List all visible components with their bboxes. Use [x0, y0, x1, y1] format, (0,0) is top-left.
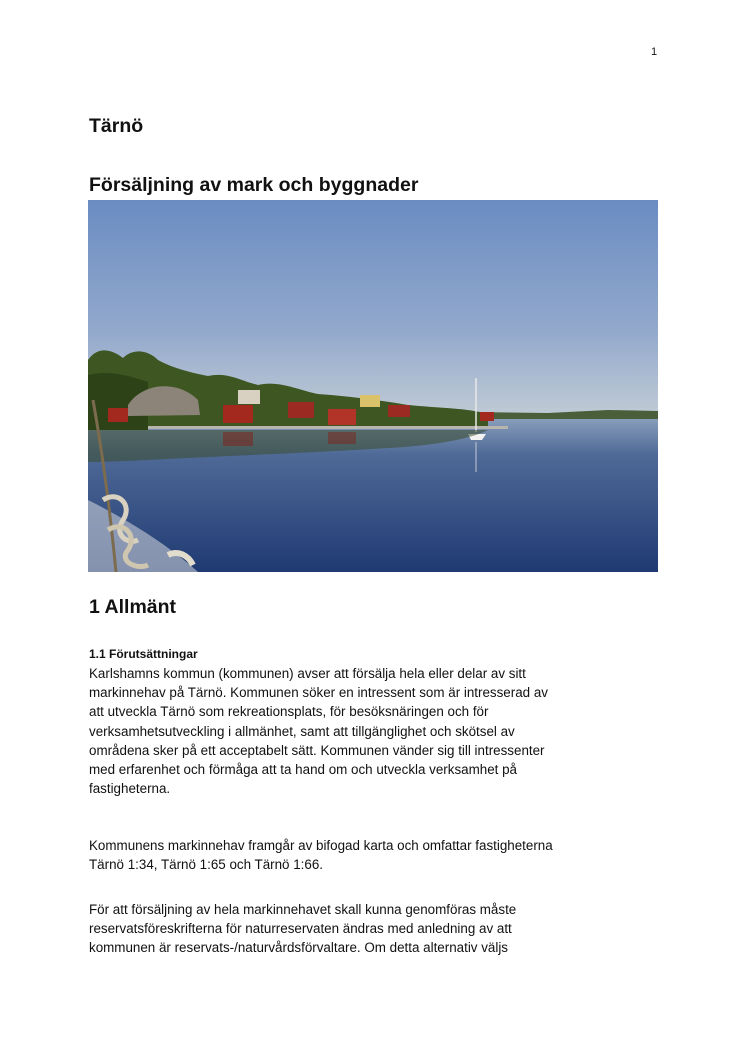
archipelago-photo [88, 200, 658, 572]
paragraph-line: kommunen är reservats-/naturvårdsförvaltare. Om detta alternativ väljs [89, 940, 508, 956]
paragraph-line: fastigheterna. [89, 781, 171, 797]
paragraph-line: verksamhetsutveckling i allmänhet, samt att tillgänglighet och skötsel av [89, 723, 515, 739]
section-heading: 1 Allmänt [89, 596, 177, 618]
paragraph-line: markinnehav på Tärnö. Kommunen söker en intressent som är intresserad av [89, 685, 548, 701]
paragraph-3 [89, 900, 659, 958]
paragraph-line: med erfarenhet och förmåga att ta hand om och utveckla verksamhet på [89, 762, 517, 778]
document-subtitle: Försäljning av mark och byggnader [89, 174, 419, 196]
paragraph-2 [89, 836, 659, 874]
paragraph-line: att utveckla Tärnö som rekreationsplats, för besöksnäringen och för [89, 704, 489, 720]
document-title: Tärnö [89, 115, 144, 137]
page-number: 1 [651, 46, 658, 58]
paragraph-line: Kommunens markinnehav framgår av bifogad karta och omfattar fastigheterna [89, 838, 553, 853]
paragraph-line: Karlshamns kommun (kommunen) avser att försälja hela eller delar av sitt [89, 666, 526, 681]
subsection-heading: 1.1 Förutsättningar [89, 647, 198, 661]
paragraph-line: områdena sker på ett acceptabelt sätt. Kommunen vänder sig till intressenter [89, 742, 545, 758]
paragraph-line: reservatsföreskrifterna för naturreservaten ändras med anledning av att [89, 921, 512, 937]
paragraph-1 [89, 664, 659, 798]
paragraph-line: Tärnö 1:34, Tärnö 1:65 och Tärnö 1:66. [89, 857, 323, 873]
paragraph-line: För att försäljning av hela markinnehavet skall kunna genomföras måste [89, 902, 517, 917]
